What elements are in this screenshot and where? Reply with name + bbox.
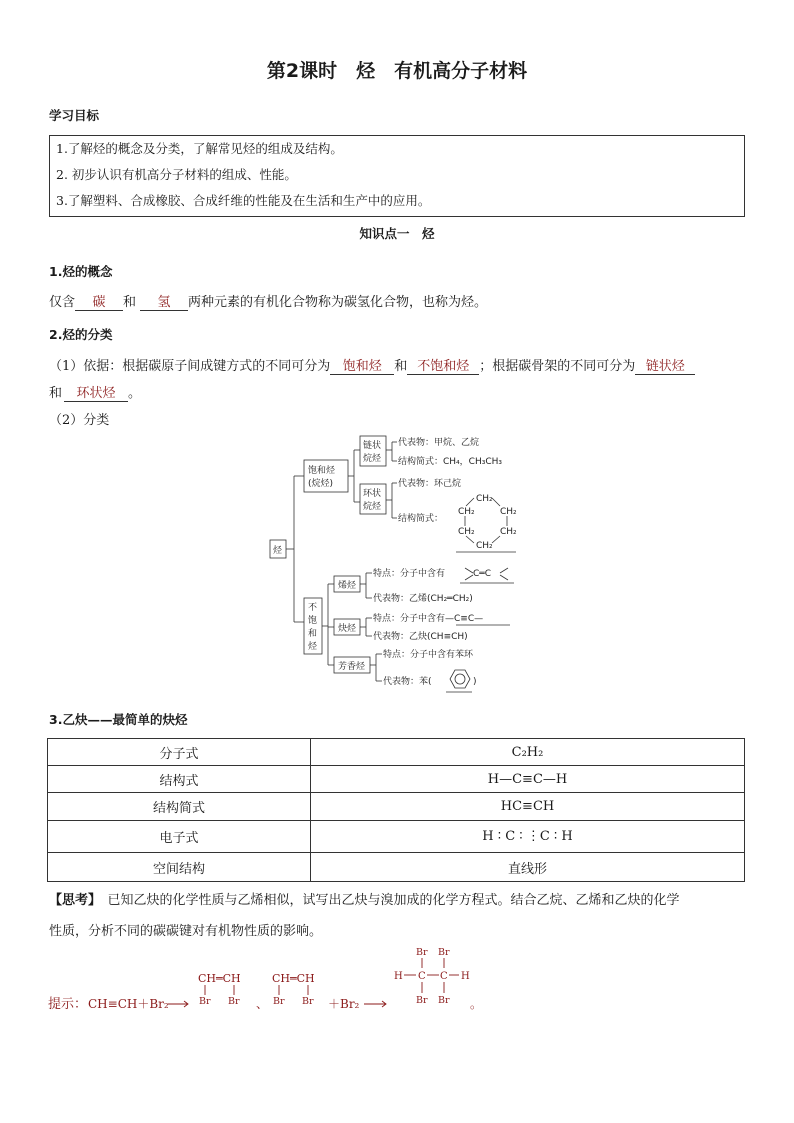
tree-ring-struct: 结构简式： bbox=[398, 514, 444, 524]
br-atom: Br bbox=[416, 947, 428, 958]
br-atom: Br bbox=[228, 996, 240, 1007]
table-cell-label: 空间结构 bbox=[48, 853, 311, 882]
table-cell-value: C₂H₂ bbox=[311, 739, 745, 766]
page-title: 第2课时 烃 有机高分子材料 bbox=[266, 60, 528, 82]
benzene-ring bbox=[446, 670, 477, 692]
reactant: CH≡CH＋Br₂ bbox=[88, 997, 169, 1011]
text: 和 bbox=[49, 386, 63, 401]
product-chain: CH═CH bbox=[198, 972, 241, 985]
knowledge-point-title: 知识点一 烃 bbox=[359, 226, 435, 241]
ch2-label: CH₂ bbox=[458, 507, 475, 517]
hint-end: 。 bbox=[470, 997, 483, 1011]
tree-aromatic-rep: 代表物：苯( bbox=[383, 677, 432, 687]
table-cell-value: H ∶ C ∶ ⋮C ∶ H bbox=[311, 821, 745, 853]
table-row bbox=[48, 853, 745, 882]
answer-blank: 饱和烃 bbox=[330, 355, 394, 375]
br-atom: Br bbox=[438, 947, 450, 958]
tree-aromatic: 芳香烃 bbox=[338, 662, 366, 672]
tree-saturated: 饱和烃 bbox=[308, 466, 336, 476]
classify-label: （2）分类 bbox=[49, 413, 110, 428]
separator: 、 bbox=[256, 997, 269, 1011]
text: ；根据碳骨架的不同可分为 bbox=[479, 359, 636, 374]
text: 仅含 bbox=[49, 295, 76, 310]
tree-unsat: 和 bbox=[308, 629, 318, 639]
acetylene-table bbox=[47, 738, 745, 882]
ch2-label: CH₂ bbox=[476, 494, 493, 504]
tree-alkene: 烯烃 bbox=[338, 581, 357, 591]
table-cell-label: 电子式 bbox=[48, 821, 311, 853]
br-atom: Br bbox=[438, 995, 450, 1006]
ch2-label: CH₂ bbox=[500, 527, 517, 537]
answer-blank: 碳 bbox=[75, 291, 123, 311]
tree-unsat: 烃 bbox=[308, 642, 318, 652]
tree-unsat: 饱 bbox=[308, 616, 318, 626]
tree-chain-rep: 代表物：甲烷、乙烷 bbox=[398, 438, 480, 448]
hydrocarbon-definition bbox=[49, 291, 487, 311]
section-heading: 2.烃的分类 bbox=[49, 327, 113, 342]
tree-alkane: (烷烃) bbox=[308, 479, 334, 489]
table-row bbox=[48, 793, 745, 821]
classification-basis bbox=[49, 355, 749, 375]
bromination-reaction bbox=[46, 940, 496, 1020]
br-atom: Br bbox=[199, 996, 211, 1007]
answer-blank: 环状烃 bbox=[64, 382, 128, 402]
table-row bbox=[48, 739, 745, 766]
tree-ring: 烷烃 bbox=[363, 502, 382, 512]
think-question bbox=[49, 889, 749, 908]
tree-ring-rep: 代表物：环己烷 bbox=[398, 479, 462, 489]
think-tag: 【思考】 bbox=[49, 893, 95, 908]
section-heading: 1.烃的概念 bbox=[49, 264, 113, 279]
tree-alkene-rep: 代表物：乙烯(CH₂═CH₂) bbox=[373, 594, 473, 604]
classification-basis-cont bbox=[49, 382, 141, 402]
text: 。 bbox=[128, 386, 142, 401]
section-heading: 3.乙炔——最简单的炔烃 bbox=[49, 712, 188, 727]
hydrocarbon-classification-tree bbox=[260, 428, 550, 703]
table-cell-label: 结构式 bbox=[48, 766, 311, 793]
goal-item: 3.了解塑料、合成橡胶、合成纤维的性能及在生活和生产中的应用。 bbox=[56, 193, 431, 208]
table-cell-label: 分子式 bbox=[48, 739, 311, 766]
tree-root: 烃 bbox=[273, 546, 283, 556]
h-atom: H bbox=[394, 971, 403, 982]
answer-blank: 氢 bbox=[140, 291, 188, 311]
text: （1）依据：根据碳原子间成键方式的不同可分为 bbox=[49, 359, 331, 374]
plus-br2: ＋Br₂ bbox=[328, 997, 360, 1011]
br-atom: Br bbox=[302, 996, 314, 1007]
table-row bbox=[48, 766, 745, 793]
svg-text:): ) bbox=[473, 677, 477, 687]
table-row bbox=[48, 821, 745, 853]
ch2-label: CH₂ bbox=[476, 541, 493, 551]
text: 和 bbox=[394, 359, 408, 374]
tree-unsat: 不 bbox=[308, 603, 318, 613]
tree-alkyne: 炔烃 bbox=[338, 624, 357, 634]
h-atom: H bbox=[461, 971, 470, 982]
product-chain: CH═CH bbox=[272, 972, 315, 985]
goal-item: 1.了解烃的概念及分类，了解常见烃的组成及结构。 bbox=[56, 141, 343, 156]
answer-blank: 链状烃 bbox=[635, 355, 695, 375]
tree-aromatic-feature: 特点：分子中含有苯环 bbox=[383, 650, 474, 660]
text: 和 bbox=[123, 295, 137, 310]
goal-item: 2. 初步认识有机高分子材料的组成、性能。 bbox=[56, 167, 297, 182]
cyclohexane-structure bbox=[456, 494, 517, 552]
tree-cc-double: C═C bbox=[473, 569, 491, 579]
table-cell-label: 结构简式 bbox=[48, 793, 311, 821]
tree-ring: 环状 bbox=[363, 489, 382, 499]
tree-alkyne-rep: 代表物：乙炔(CH≡CH) bbox=[373, 632, 468, 642]
ch2-label: CH₂ bbox=[500, 507, 517, 517]
tree-chain-struct: 结构简式：CH₄，CH₃CH₃ bbox=[398, 457, 502, 467]
tree-alkyne-feature: 特点：分子中含有—C≡C— bbox=[373, 614, 484, 624]
text: 两种元素的有机化合物称为碳氢化合物，也称为烃。 bbox=[188, 295, 488, 310]
tetrabromoethane bbox=[394, 947, 470, 1006]
hint-label: 提示： bbox=[48, 997, 88, 1012]
table-cell-value: H—C≡C—H bbox=[311, 766, 745, 793]
think-question-cont: 性质，分析不同的碳碳键对有机物性质的影响。 bbox=[49, 924, 323, 939]
ch2-label: CH₂ bbox=[458, 527, 475, 537]
goals-box bbox=[49, 135, 745, 217]
answer-blank: 不饱和烃 bbox=[407, 355, 479, 375]
table-cell-value: 直线形 bbox=[311, 853, 745, 882]
table-cell-value: HC≡CH bbox=[311, 793, 745, 821]
c-atom: C bbox=[440, 971, 448, 982]
c-atom: C bbox=[418, 971, 426, 982]
tree-alkene-feature: 特点：分子中含有 bbox=[373, 569, 446, 579]
text: 已知乙炔的化学性质与乙烯相似，试写出乙炔与溴加成的化学方程式。结合乙烷、乙烯和乙炔的化学 bbox=[94, 893, 680, 908]
br-atom: Br bbox=[273, 996, 285, 1007]
br-atom: Br bbox=[416, 995, 428, 1006]
tree-chain: 链状 bbox=[363, 441, 382, 451]
tree-chain: 烷烃 bbox=[363, 454, 382, 464]
goals-heading: 学习目标 bbox=[49, 108, 100, 123]
